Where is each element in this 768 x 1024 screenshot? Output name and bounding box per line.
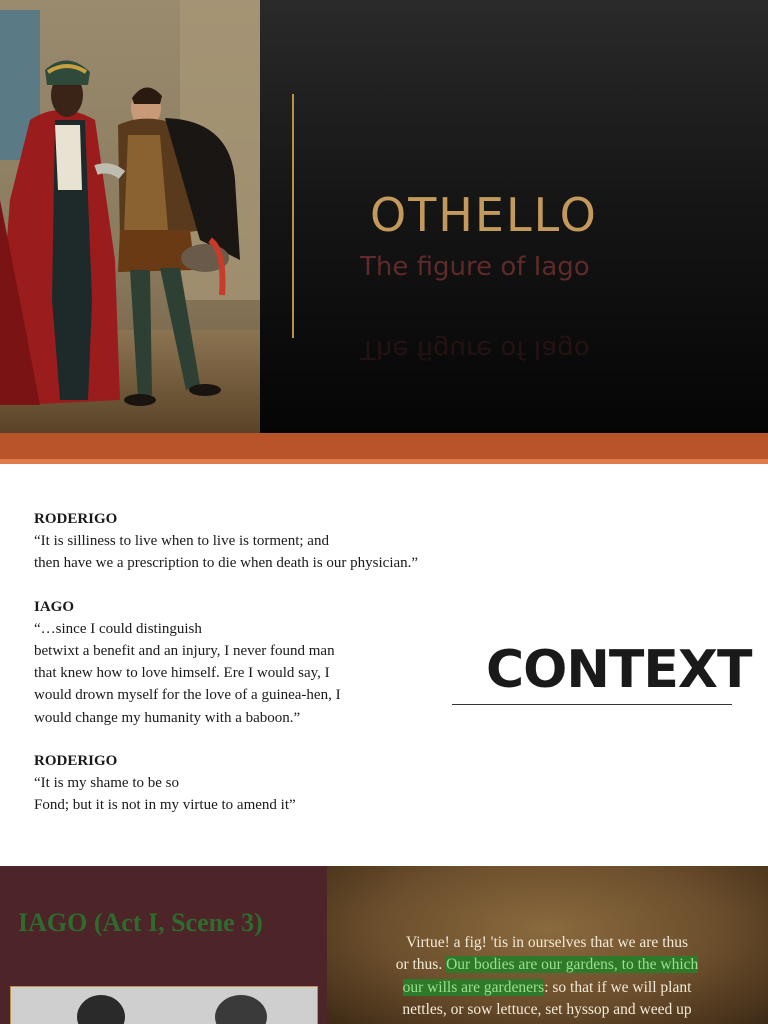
context-slide [0, 464, 768, 866]
speaker-name: RODERIGO [34, 752, 118, 769]
quote-line: “…since I could distinguish [34, 620, 202, 637]
context-underline [452, 704, 732, 705]
quote-line: would change my humanity with a baboon.” [34, 709, 301, 726]
photo-actors-icon [10, 986, 318, 1024]
iago-passage [357, 932, 737, 1021]
quote-line: “It is silliness to live when to live is torment; and [34, 533, 329, 550]
title-divider [292, 94, 294, 338]
accent-band [0, 433, 768, 459]
subtitle-reflection: The figure of Iago [360, 334, 590, 364]
passage-line: nettles, or sow lettuce, set hyssop and weed up [402, 1000, 692, 1018]
quote-line: Fond; but it is not in my virtue to amend it” [34, 797, 296, 814]
quote-roderigo-2 [34, 750, 418, 817]
quote-line: betwixt a benefit and an injury, I never found man [34, 643, 335, 660]
passage-panel [327, 866, 768, 1024]
passage-text: or thus. [395, 956, 447, 974]
painting-othello-iago-icon [0, 0, 260, 433]
quote-line: that knew how to love himself. Ere I would say, I [34, 665, 330, 682]
speaker-name: IAGO [34, 598, 75, 615]
speaker-name: RODERIGO [34, 511, 118, 527]
quotes-block [34, 508, 418, 816]
highlighted-text: Our bodies are our gardens, to the which [446, 956, 699, 974]
highlighted-text: our wills are gardeners [402, 978, 545, 996]
passage-text: : so that if we will plant [544, 978, 692, 996]
iago-scene-slide [0, 866, 768, 1024]
quote-roderigo-1 [34, 508, 418, 575]
passage-line [357, 977, 737, 999]
scene-title: IAGO (Act I, Scene 3) [18, 908, 263, 937]
context-heading: CONTEXT [486, 640, 752, 700]
quote-iago [34, 596, 418, 729]
scene-title-panel [0, 866, 327, 1024]
quote-line: “It is my shame to be so [34, 775, 179, 792]
presentation-subtitle: The figure of Iago [360, 252, 590, 282]
title-slide [0, 0, 768, 433]
presentation-title: OTHELLO [370, 188, 598, 242]
quote-line: then have we a prescription to die when death is our physician.” [34, 555, 419, 572]
passage-line [357, 954, 737, 976]
quote-line: would drown myself for the love of a guinea-hen, I [34, 687, 341, 704]
passage-line: Virtue! a fig! 'tis in ourselves that we are thus [405, 934, 689, 951]
